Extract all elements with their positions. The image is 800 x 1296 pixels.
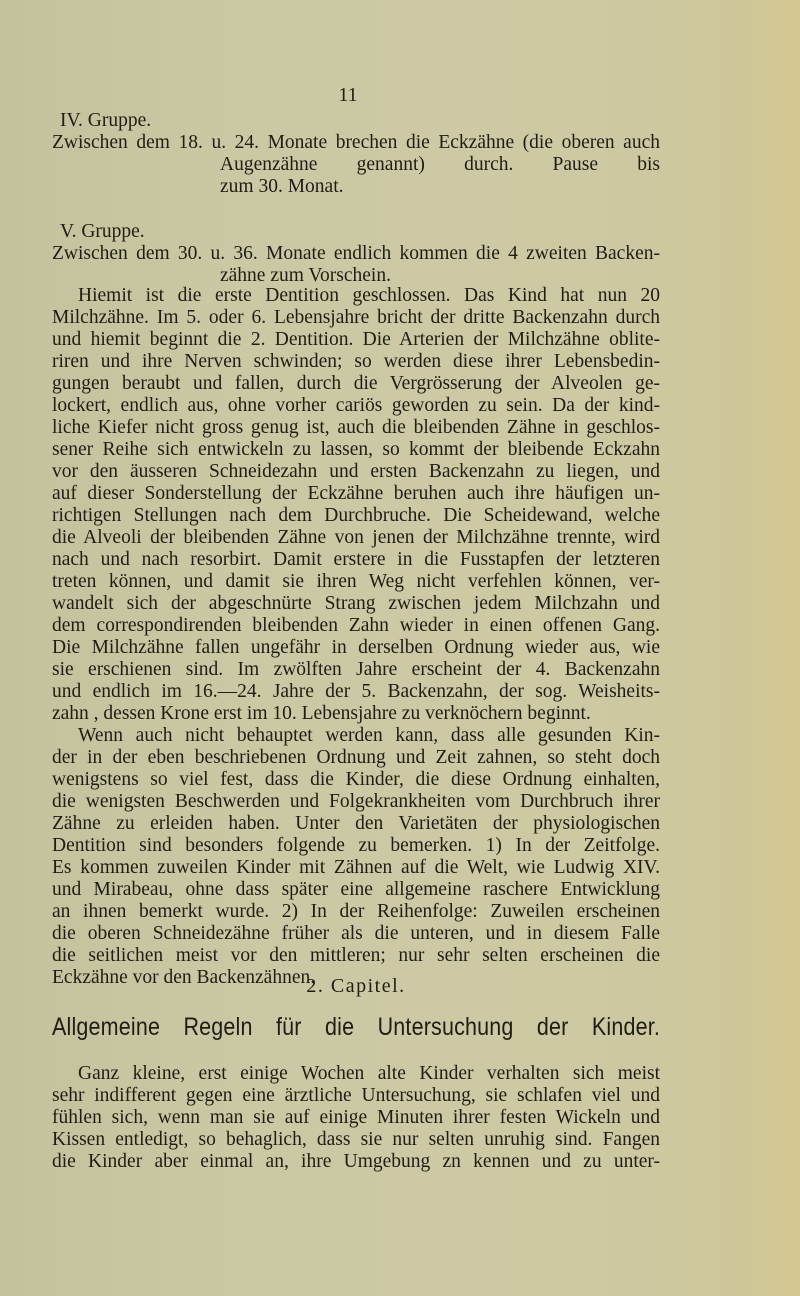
text-line: zum 30. Monat. <box>220 176 344 197</box>
group-v-label: V. Gruppe. <box>60 221 145 242</box>
text-line: und hiemit beginnt die 2. Dentition. Die Arterien der Milchzähne oblite- <box>52 329 660 350</box>
text-line: fühlen sich, wenn man sie auf einige Minuten ihrer festen Wickeln und <box>52 1107 660 1128</box>
text-line: an ihnen bemerkt wurde. 2) In der Reihenfolge: Zuweilen erscheinen <box>52 901 660 922</box>
text-line: wandelt sich der abgeschnürte Strang zwischen jedem Milchzahn und <box>52 593 660 614</box>
text-line: riren und ihre Nerven schwinden; so werden diese ihrer Lebensbedin- <box>52 351 660 372</box>
text-line: Eckzähne vor den Backenzähnen. <box>52 967 316 988</box>
paragraph-examination <box>52 1063 660 1173</box>
text-line: Die Milchzähne fallen ungefähr in derselben Ordnung wieder aus, wie <box>52 637 660 658</box>
text-line: liche Kiefer nicht gross genug ist, auch die bleibenden Zähne in geschlos- <box>52 417 660 438</box>
text-line: und endlich im 16.—24. Jahre der 5. Backenzahn, der sog. Weisheits- <box>52 681 660 702</box>
text-line: Zwischen dem 18. u. 24. Monate brechen die Eckzähne (die oberen auch <box>52 132 660 153</box>
text-line: treten können, und damit sie ihren Weg nicht verfehlen können, ver- <box>52 571 660 592</box>
chapter-number: 2. Capitel. <box>306 975 406 997</box>
text-line: Es kommen zuweilen Kinder mit Zähnen auf die Welt, wie Ludwig XIV. <box>52 857 660 878</box>
text-line: nach und nach resorbirt. Damit erstere in die Fusstapfen der letzteren <box>52 549 660 570</box>
text-line: vor den äusseren Schneidezahn und ersten Backenzahn zu liegen, und <box>52 461 660 482</box>
text-line: Milchzähne. Im 5. oder 6. Lebensjahre bricht der dritte Backenzahn durch <box>52 307 660 328</box>
text-line: die Kinder aber einmal an, ihre Umgebung zn kennen und zu unter- <box>52 1151 660 1172</box>
text-line: Kissen entledigt, so behaglich, dass sie nur selten unruhig sind. Fangen <box>52 1129 660 1150</box>
text-line: sie erschienen sind. Im zwölften Jahre erscheint der 4. Backenzahn <box>52 659 660 680</box>
text-line: richtigen Stellungen nach dem Durchbruche. Die Scheidewand, welche <box>52 505 660 526</box>
paragraph-varieties <box>52 725 660 989</box>
text-line: Ganz kleine, erst einige Wochen alte Kinder verhalten sich meist <box>78 1063 660 1084</box>
text-line: der in der eben beschriebenen Ordnung und Zeit zahnen, so steht doch <box>52 747 660 768</box>
group-v-section <box>52 221 660 287</box>
text-line: Zwischen dem 30. u. 36. Monate endlich kommen die 4 zweiten Backen- <box>52 243 660 264</box>
text-line: die Alveoli der bleibenden Zähne von jenen der Milchzähne trennte, wird <box>52 527 660 548</box>
text-line: und Mirabeau, ohne dass später eine allgemeine raschere Entwicklung <box>52 879 660 900</box>
chapter-title: Allgemeine Regeln für die Untersuchung der Kinder. <box>52 1013 661 1041</box>
text-line: die wenigsten Beschwerden und Folgekrankheiten vom Durchbruch ihrer <box>52 791 660 812</box>
paragraph-dentition <box>52 285 660 725</box>
text-line: dem correspondirenden bleibenden Zahn wieder in einen offenen Gang. <box>52 615 660 636</box>
page-number: 11 <box>338 84 358 106</box>
text-line: Wenn auch nicht behauptet werden kann, dass alle gesunden Kin- <box>78 725 660 746</box>
text-line: Hiemit ist die erste Dentition geschlossen. Das Kind hat nun 20 <box>78 285 660 306</box>
text-line: gungen beraubt und fallen, durch die Vergrösserung der Alveolen ge- <box>52 373 660 394</box>
text-line: Zähne zu erleiden haben. Unter den Varietäten der physiologischen <box>52 813 660 834</box>
group-iv-label: IV. Gruppe. <box>60 110 152 131</box>
text-line: sener Reihe sich entwickeln zu lassen, so kommt der bleibende Eckzahn <box>52 439 660 460</box>
text-line: lockert, endlich aus, ohne vorher cariös geworden zu sein. Da der kind- <box>52 395 660 416</box>
text-line: zähne zum Vorschein. <box>220 265 391 286</box>
text-line: Dentition sind besonders folgende zu bemerken. 1) In der Zeitfolge. <box>52 835 660 856</box>
group-iv-section <box>52 110 660 198</box>
text-line: wenigstens so viel fest, dass die Kinder, die diese Ordnung einhalten, <box>52 769 660 790</box>
text-line: die oberen Schneidezähne früher als die unteren, und in diesem Falle <box>52 923 660 944</box>
text-line: sehr indifferent gegen eine ärztliche Untersuchung, sie schlafen viel und <box>52 1085 660 1106</box>
text-line: auf dieser Sonderstellung der Eckzähne beruhen auch ihre häufigen un- <box>52 483 660 504</box>
text-line: die seitlichen meist vor den mittleren; nur sehr selten erscheinen die <box>52 945 660 966</box>
text-line: zahn , dessen Krone erst im 10. Lebensjahre zu verknöchern beginnt. <box>52 703 591 724</box>
text-line: Augenzähne genannt) durch. Pause bis <box>220 154 660 175</box>
